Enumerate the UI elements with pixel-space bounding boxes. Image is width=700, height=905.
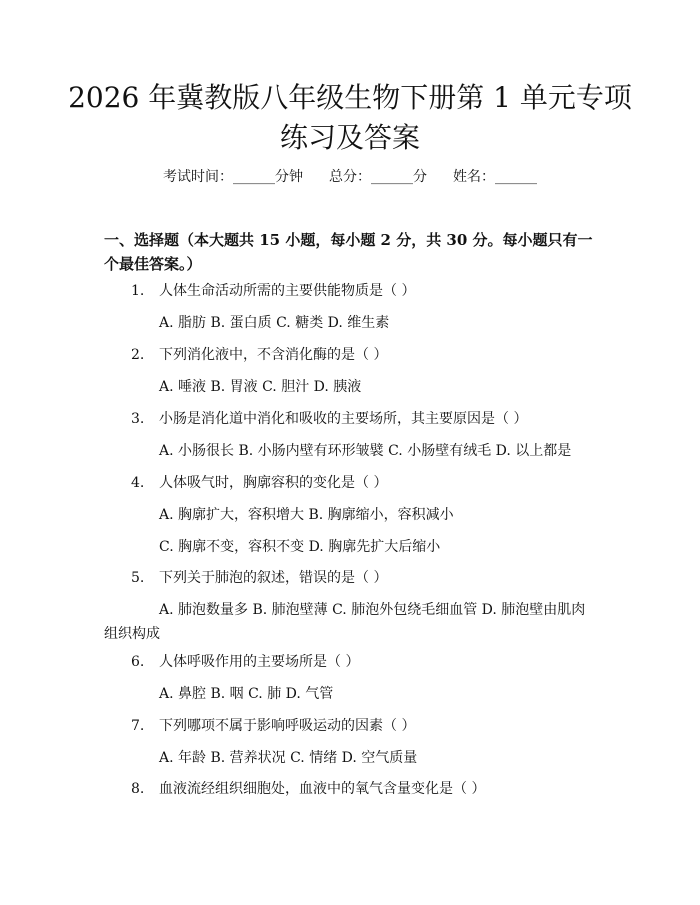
exam-time-field: 考试时间：______分钟 xyxy=(163,169,303,185)
question-text: 下列关于肺泡的叙述，错误的是（ ） xyxy=(159,570,388,586)
question-4 xyxy=(131,472,387,494)
document-title-line-1: 2026 年冀教版八年级生物下册第 1 单元专项 xyxy=(68,81,632,114)
exam-meta-row xyxy=(0,167,700,187)
student-name-field: 姓名：______ xyxy=(453,169,537,185)
question-text: 人体生命活动所需的主要供能物质是（ ） xyxy=(159,283,416,299)
question-number: 7. xyxy=(131,718,145,734)
question-7 xyxy=(131,715,415,737)
question-1 xyxy=(131,280,415,302)
question-6-options: A. 鼻腔 B. 咽 C. 肺 D. 气管 xyxy=(159,686,334,702)
total-score-field: 总分：______分 xyxy=(329,169,427,185)
question-5 xyxy=(131,567,387,589)
document-title-line-2: 练习及答案 xyxy=(279,121,420,154)
question-3 xyxy=(131,408,527,430)
question-number: 5. xyxy=(131,570,145,586)
question-8 xyxy=(131,778,485,800)
question-4-options-line-2: C. 胸廓不变，容积不变 D. 胸廓先扩大后缩小 xyxy=(159,539,441,555)
question-2 xyxy=(131,344,387,366)
question-number: 2. xyxy=(131,347,145,363)
question-text: 人体吸气时，胸廓容积的变化是（ ） xyxy=(159,475,388,491)
question-number: 4. xyxy=(131,475,145,491)
section-heading: 一、选择题（本大题共 15 小题，每小题 2 分，共 30 分。每小题只有一个最佳答案。） xyxy=(104,231,593,273)
question-7-options: A. 年龄 B. 营养状况 C. 情绪 D. 空气质量 xyxy=(159,750,418,766)
question-1-options: A. 脂肪 B. 蛋白质 C. 糖类 D. 维生素 xyxy=(159,315,390,331)
question-6 xyxy=(131,651,359,673)
question-2-options: A. 唾液 B. 胃液 C. 胆汁 D. 胰液 xyxy=(159,379,362,395)
question-4-options-line-1: A. 胸廓扩大，容积增大 B. 胸廓缩小，容积减小 xyxy=(159,507,454,523)
question-text: 下列消化液中，不含消化酶的是（ ） xyxy=(159,347,388,363)
question-3-options: A. 小肠很长 B. 小肠内壁有环形皱襞 C. 小肠壁有绒毛 D. 以上都是 xyxy=(159,443,572,459)
question-number: 1. xyxy=(131,283,145,299)
question-text: 人体呼吸作用的主要场所是（ ） xyxy=(159,654,360,670)
question-number: 8. xyxy=(131,781,145,797)
question-text: 下列哪项不属于影响呼吸运动的因素（ ） xyxy=(159,718,416,734)
question-number: 6. xyxy=(131,654,145,670)
question-text: 小肠是消化道中消化和吸收的主要场所，其主要原因是（ ） xyxy=(159,411,528,427)
question-5-options: A. 肺泡数量多 B. 肺泡壁薄 C. 肺泡外包绕毛细血管 D. 肺泡壁由肌肉组织构成 xyxy=(104,602,586,642)
question-number: 3. xyxy=(131,411,145,427)
question-text: 血液流经组织细胞处，血液中的氧气含量变化是（ ） xyxy=(159,781,486,797)
